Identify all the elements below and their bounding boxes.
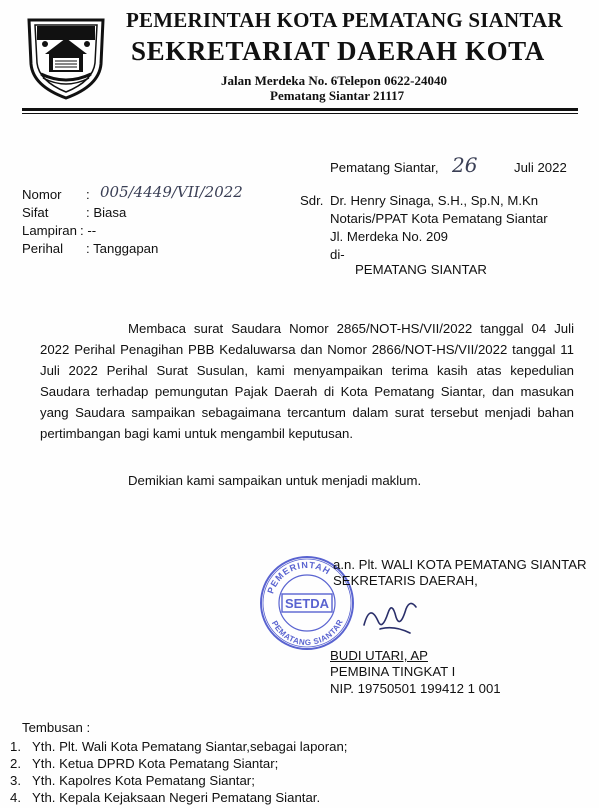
perihal-value: : Tanggapan (86, 241, 159, 256)
list-item: 4. Yth. Kepala Kejaksaan Negeri Pematang Siantar. (10, 790, 321, 805)
list-item: 3. Yth. Kapolres Kota Pematang Siantar; (10, 773, 255, 788)
recipient-prefix: Sdr. (300, 193, 324, 208)
date-prefix: Pematang Siantar, (330, 160, 439, 175)
letterhead-rule-thin (22, 113, 578, 114)
lampiran-value: : -- (80, 223, 97, 238)
letterhead-government: PEMERINTAH KOTA PEMATANG SIANTAR (126, 8, 563, 32)
list-item: 2. Yth. Ketua DPRD Kota Pematang Siantar; (10, 756, 279, 771)
date-day-handwritten: 26 (452, 153, 478, 177)
handwritten-signature (360, 595, 420, 640)
letterhead-office: SEKRETARIAT DAERAH KOTA (131, 36, 545, 66)
coat-of-arms-logo (25, 14, 107, 100)
nomor-colon: : (86, 187, 90, 202)
stamp-ring-top: PEMERINTAH (265, 559, 333, 595)
signature-position: SEKRETARIS DAERAH, (333, 573, 478, 588)
tembusan-list (8, 738, 347, 806)
sifat-label: Sifat (22, 205, 49, 220)
lampiran-label: Lampiran (22, 223, 77, 238)
signatory-rank: PEMBINA TINGKAT I (330, 664, 456, 679)
list-item: 1. Yth. Plt. Wali Kota Pematang Siantar,sebagai laporan; (10, 739, 348, 754)
sifat-value: : Biasa (86, 205, 127, 220)
signatory-name: BUDI UTARI, AP (330, 648, 428, 663)
recipient-name: Dr. Henry Sinaga, S.H., Sp.N, M.Kn (330, 193, 539, 208)
recipient-di: di- (330, 247, 345, 262)
closing-sentence: Demikian kami sampaikan untuk menjadi maklum. (128, 473, 422, 488)
stamp-center-text: SETDA (284, 596, 330, 611)
recipient-city: PEMATANG SIANTAR (355, 262, 487, 277)
tembusan-title: Tembusan : (22, 720, 91, 735)
nomor-label: Nomor (22, 187, 62, 202)
letterhead-address: Jalan Merdeka No. 6Telepon 0622-24040 (221, 73, 447, 88)
perihal-label: Perihal (22, 241, 64, 256)
nomor-value-handwritten: 005/4449/VII/2022 (100, 183, 243, 201)
body-paragraph: Membaca surat Saudara Nomor 2865/NOT-HS/VII/2022 tanggal 04 Juli 2022 Perihal Penagihan PBB Kedaluwarsa dan Nomor 2866/NOT-HS/VII/2022 tanggal 11 Juli 2022 Perihal Surat Susulan, kami menyampaikan terima kasih atas kepedulian Saudara terhadap pemungutan Pajak Daerah di Kota Pematang Siantar, dan masukan yang Saudara sampaikan sebagaimana tercantum dalam surat tersebut menjadi bahan pertimbangan bagi kami untuk mengambil keputusan. (40, 321, 574, 441)
letterhead-rule-thick (22, 108, 578, 111)
signatory-nip: NIP. 19750501 199412 1 001 (330, 681, 501, 696)
date-month-year: Juli 2022 (514, 160, 567, 175)
recipient-address: Jl. Merdeka No. 209 (330, 229, 449, 244)
stamp-ring-bottom: PEMATANG SIANTAR (269, 617, 345, 648)
letterhead-city: Pematang Siantar 21117 (270, 88, 405, 103)
recipient-title: Notaris/PPAT Kota Pematang Siantar (330, 211, 548, 226)
signature-on-behalf: a.n. Plt. WALI KOTA PEMATANG SIANTAR (333, 557, 587, 572)
